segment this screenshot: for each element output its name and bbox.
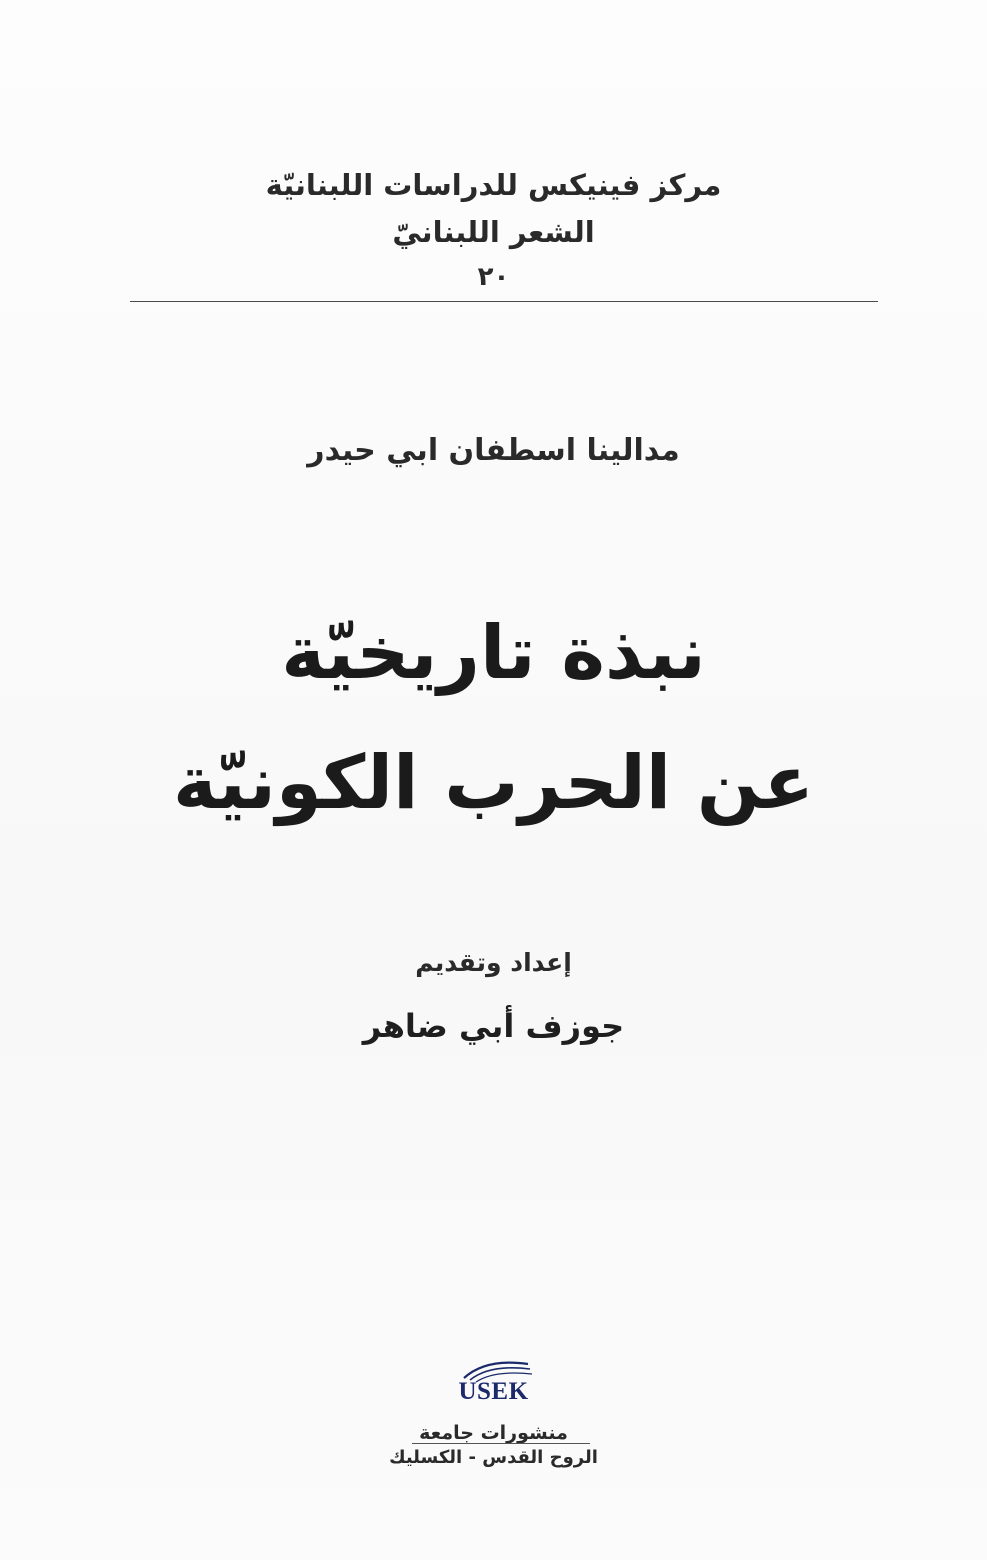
publisher-logo-text: USEK [458,1378,529,1405]
series-number: ٢٠ [477,262,510,292]
series-name: الشعر اللبنانيّ [392,215,595,249]
header-divider [130,301,878,302]
book-title-line-1: نبذة تاريخيّة [281,610,706,696]
editor-name: جوزف أبي ضاهر [362,1007,625,1045]
author-name: مدالينا اسطفان ابي حيدر [307,433,680,468]
publisher-line-2: الروح القدس - الكسليك [389,1447,598,1468]
editor-role: إعداد وتقديم [415,948,572,977]
book-title-line-2: عن الحرب الكونيّة [173,740,814,826]
publisher-line-1: منشورات جامعة [419,1422,568,1444]
series-organization: مركز فينيكس للدراسات اللبنانيّة [265,168,722,202]
publisher-divider [412,1443,590,1444]
